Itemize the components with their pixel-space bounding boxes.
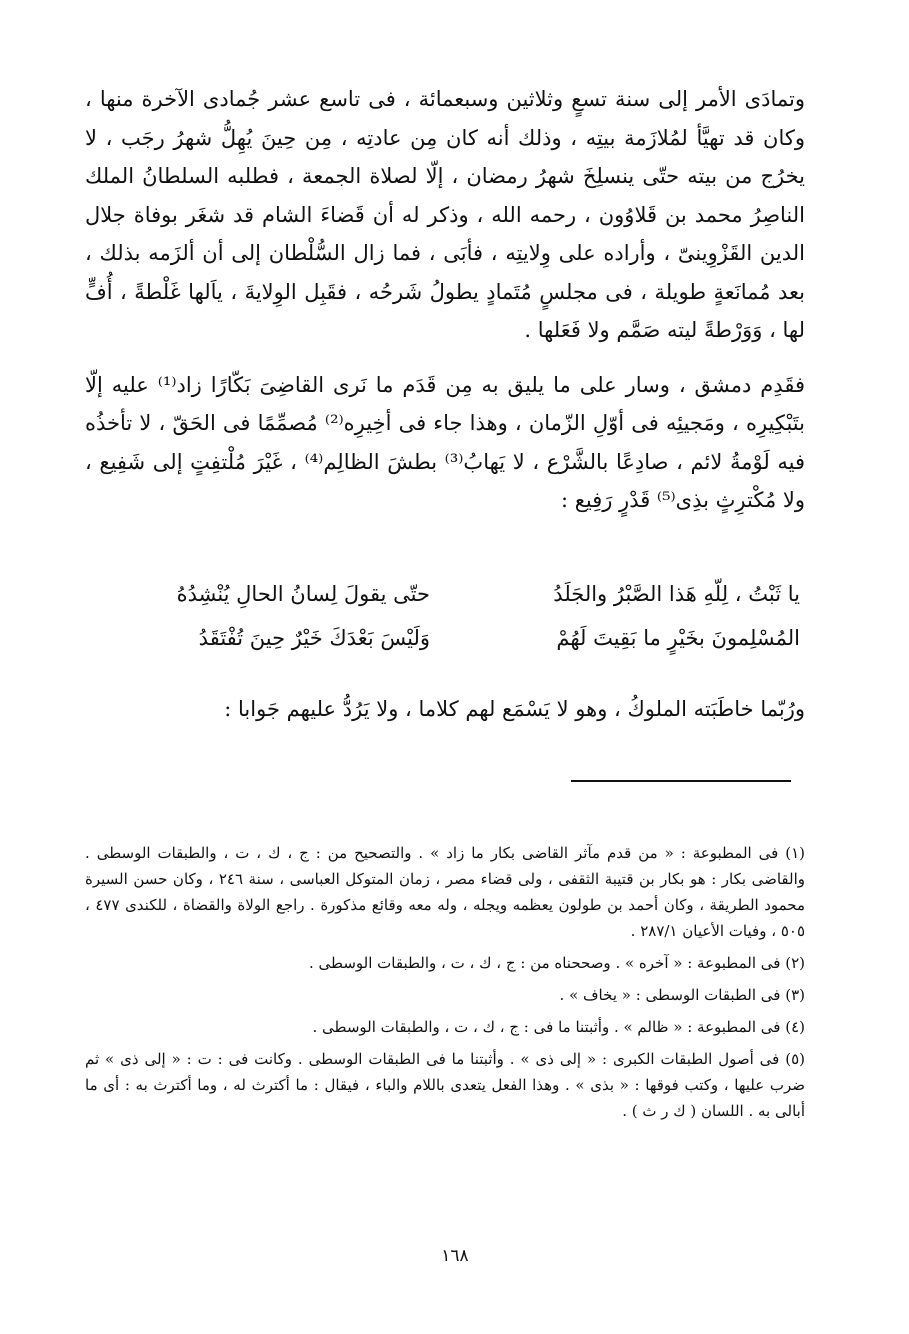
verse-1-hemistich-a: يا ثَبْتُ ، لِلّهِ هَذا الصَّبْرُ والجَلَدُ <box>553 582 800 606</box>
verse-line-1 <box>100 572 800 616</box>
verse-2-hemistich-b: وَلَيْسَ بَعْدَكَ خَيْرٌ حِينَ تُفْتَقَدُ <box>198 626 430 650</box>
footnote-1: (١) فى المطبوعة : « من قدم مآثر القاضى بكار ما زاد » . والتصحيح من : ج ، ك ، ت ، والطبقات الوسطى . والقاضى بكار : هو بكار بن قتيبة الثقفى ، ولى قضاء مصر ، زمان المتوكل العباسى ، سنة ٢٤٦ ، وكان حسن السيرة محمود الطريقة ، وكان أحمد بن طولون يعظمه ويجله ، وله معه وقائع مذكورة . راجع الولاة والقضاة ، للكندى ٤٧٧ ، ٥٠٥ ، وفيات الأعيان ٢٨٧/١ . <box>85 844 806 940</box>
verse-block <box>100 572 800 660</box>
closing-line: ورُبّما خاطَبَته الملوكُ ، وهو لا يَسْمَع لهم كلاما ، ولا يَرُدُّ عليهم جَوابا : <box>224 697 805 721</box>
paragraph-2: فقَدِم دمشق ، وسار على ما يليق به مِن قَدَم ما نَرى القاضِىَ بَكّارًا زاد⁽¹⁾ عليه إلّا بتَبْكِيرِه ، ومَجيئِه فى أوّلِ الزّمان ، وهذا جاء فى أخِيرِه⁽²⁾ مُصمِّمًا فى الحَقّ ، لا تأخذُه فيه لَوْمةُ لائم ، صادِعًا بالشَّرْع ، لا يَهابُ⁽³⁾ بطشَ الظالِم⁽⁴⁾ ، غَيْرَ مُلْتفِتٍ إلى شَفِيع ، ولا مُكْترِثٍ بذِى⁽⁵⁾ قَدْرٍ رَفِيع : <box>85 372 805 512</box>
footnote-3: (٣) فى الطبقات الوسطى : « يخاف » . <box>559 986 805 1004</box>
page-number: ١٦٨ <box>441 1246 469 1266</box>
footnote-5: (٥) فى أصول الطبقات الكبرى : « إلى ذى » . وأثبتنا ما فى الطبقات الوسطى . وكانت فى : ت : « إلى ذى » ثم ضرب عليها ، وكتب فوقها : « بذى » . وهذا الفعل يتعدى باللام والباء ، فيقال : ما أكترث له ، وما أكترث به : أى ما أبالى به . اللسان ( ك ر ث ) . <box>85 1050 805 1120</box>
paragraph-1: وتمادَى الأمر إلى سنة تسعٍ وثلاثين وسبعمائة ، فى تاسع عشر جُمادى الآخرة منها ، وكان قد تهيَّأ لمُلازَمة بيتِه ، وذلك أنه كان مِن عادتِه ، مِن حِينَ يُهِلُّ شهرُ رجَب ، لا يخرُج من بيته حتّى ينسلِخَ شهرُ رمضان ، إلّا لصلاة الجمعة ، فطلبه السلطانُ الملك الناصِرُ محمد بن قَلاوُون ، رحمه الله ، وذكر له أن قَضاءَ الشام قد شغَر بوفاة جلال الدين القَزْوِينىّ ، وأراده على وِلايتِه ، فأبَى ، فما زال السُّلْطان إلى أن ألزَمه بذلك ، بعد مُمانَعةٍ طويلة ، فى مجلسٍ مُتَمادٍ يطولُ شَرحُه ، فقَبِل الوِلايةَ ، ياَلها غَلْطةً ، أُفٍّ لها ، وَوَرْطةً ليته صَمَّم ولا فَعَلها . <box>85 87 805 342</box>
verse-line-2 <box>100 616 800 660</box>
footnote-4: (٤) فى المطبوعة : « ظالم » . وأثبتنا ما فى : ج ، ك ، ت ، والطبقات الوسطى . <box>312 1018 805 1036</box>
verse-1-hemistich-b: حتّى يقولَ لِسانُ الحالِ يُنْشِدُهُ <box>176 582 430 606</box>
footnote-2: (٢) فى المطبوعة : « آخره » . وصححناه من : ج ، ك ، ت ، والطبقات الوسطى . <box>309 954 805 972</box>
verse-2-hemistich-a: المُسْلِمونَ بخَيْرٍ ما بَقِيتَ لَهُمْ <box>556 626 800 650</box>
footnote-separator <box>571 780 791 782</box>
main-text <box>85 80 805 536</box>
footnotes <box>85 840 805 1130</box>
